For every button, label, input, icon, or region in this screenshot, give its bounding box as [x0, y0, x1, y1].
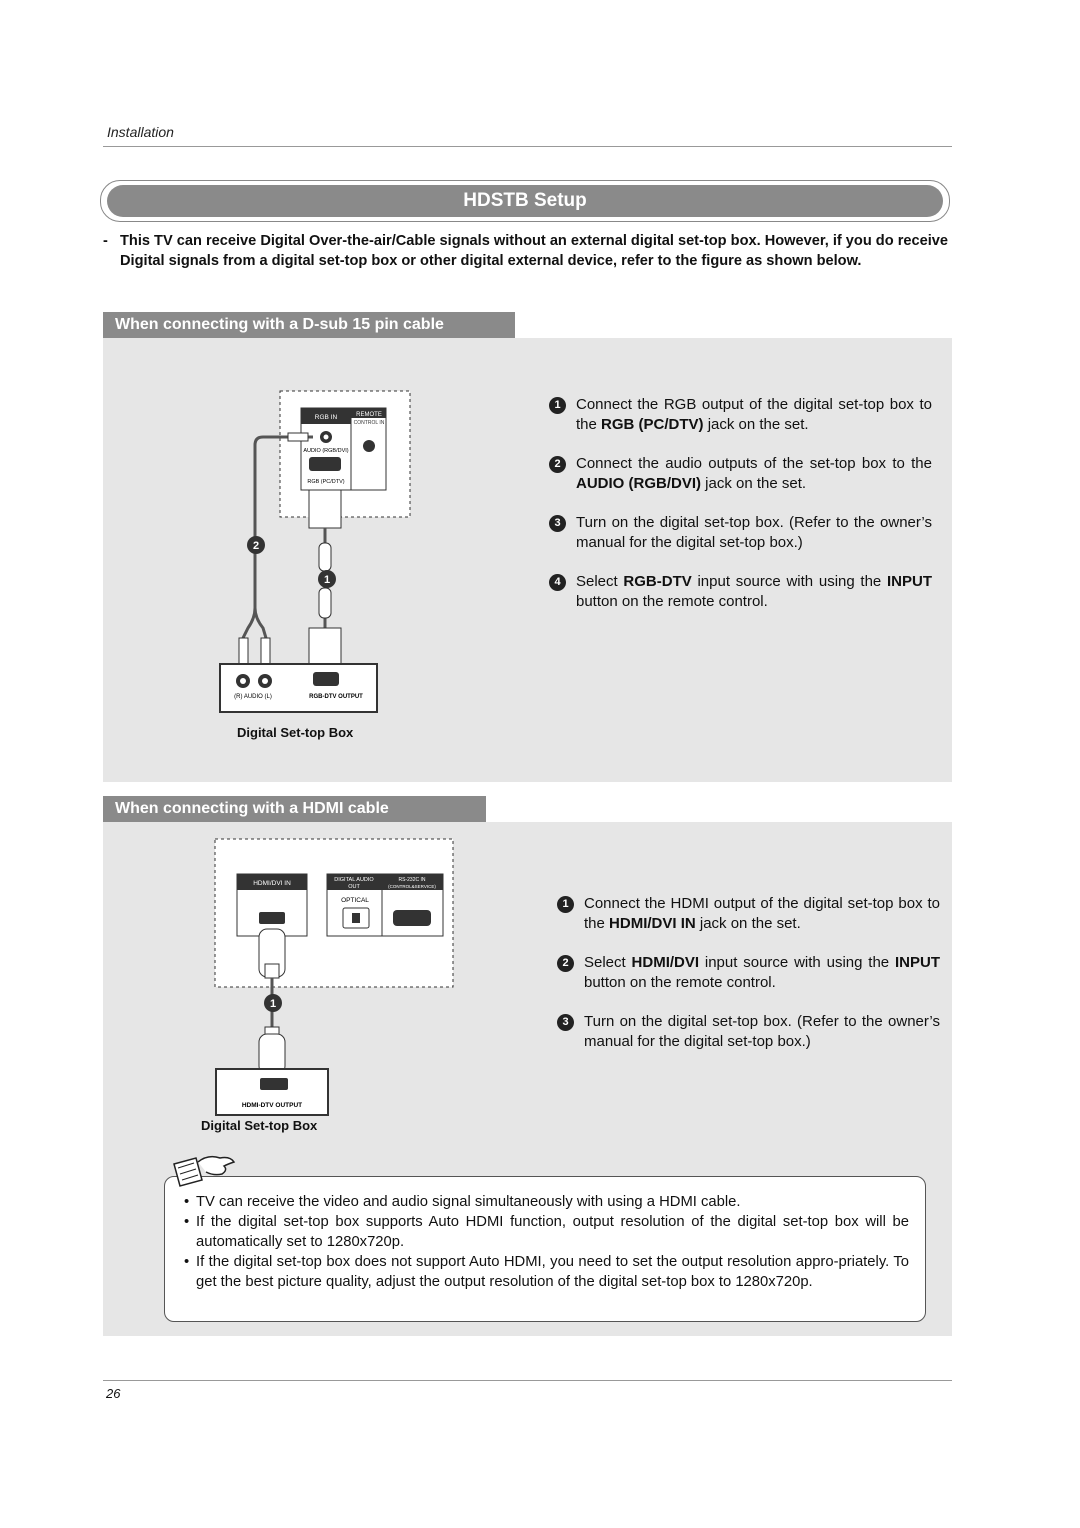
- vga-jack: [309, 457, 341, 471]
- note-item: • If the digital set-top box supports Auto HDMI function, output resolution of the digital set-top box will be automatically set to 1280x720p.: [184, 1214, 909, 1250]
- intro-dash: -: [103, 233, 108, 249]
- audio-plug-l: [261, 638, 270, 664]
- step-number: 4: [549, 574, 566, 591]
- hdmi-jack: [259, 912, 285, 924]
- step-number: 2: [549, 456, 566, 473]
- audio-rgb-dvi-label: AUDIO (RGB/DVI): [303, 448, 349, 454]
- rs232-jack: [393, 910, 431, 926]
- vga-plug-top: [309, 490, 341, 528]
- dsub-step: 4 Select RGB-DTV input source with using the INPUT button on the remote control.: [549, 572, 932, 612]
- svg-text:2: 2: [252, 540, 260, 552]
- hdmi-heading: When connecting with a HDMI cable: [103, 796, 486, 822]
- step-number: 1: [549, 397, 566, 414]
- svg-text:1: 1: [323, 574, 331, 586]
- control-service-label: (CONTROL&SERVICE): [388, 884, 436, 889]
- pointing-hand-note-icon: [168, 1150, 240, 1190]
- step-number: 1: [557, 896, 574, 913]
- hdmi-in-label: HDMI/DVI IN: [253, 880, 291, 887]
- page-number: 26: [106, 1386, 121, 1401]
- note-item: • If the digital set-top box does not support Auto HDMI, you need to set the output resolution appro-priately. To get the best picture quality, adjust the output resolution of the digital set-top box to 1280x720p.: [184, 1254, 909, 1290]
- page-title: HDSTB Setup: [107, 185, 943, 217]
- svg-text:1: 1: [269, 998, 277, 1010]
- dsub-step: 3 Turn on the digital set-top box. (Refer to the owner’s manual for the digital set-top box.): [549, 513, 932, 553]
- note-item: • TV can receive the video and audio signal simultaneously with using a HDMI cable.: [184, 1194, 741, 1210]
- dsub-step: 2 Connect the audio outputs of the set-top box to the AUDIO (RGB/DVI) jack on the set.: [549, 454, 932, 494]
- step-number: 3: [557, 1014, 574, 1031]
- hdmi-step: 1 Connect the HDMI output of the digital set-top box to the HDMI/DVI IN jack on the set.: [557, 894, 940, 934]
- hdmi-step: 3 Turn on the digital set-top box. (Refer to the owner’s manual for the digital set-top box.): [557, 1012, 940, 1052]
- title-bar: [100, 180, 950, 222]
- hdmi-output-label: HDMI-DTV OUTPUT: [241, 1102, 303, 1109]
- rgb-in-label: RGB IN: [314, 414, 338, 421]
- dsub-diagram: [103, 338, 523, 758]
- step-number: 3: [549, 515, 566, 532]
- hdmi-step: 2 Select HDMI/DVI input source with using the INPUT button on the remote control.: [557, 953, 940, 993]
- stb-audio-label: (R) AUDIO (L): [234, 694, 272, 700]
- optical-label: OPTICAL: [341, 897, 369, 904]
- out-label: OUT: [348, 884, 360, 890]
- hdmi-diagram: [103, 822, 483, 1122]
- control-in-label: CONTROL IN: [353, 420, 385, 426]
- digital-audio-label: DIGITAL AUDIO: [334, 877, 374, 883]
- set-top-box: [220, 664, 377, 712]
- step-number: 2: [557, 955, 574, 972]
- audio-plug-r: [239, 638, 248, 664]
- rgb-pc-dtv-label: RGB (PC/DTV): [307, 479, 345, 485]
- intro-text: This TV can receive Digital Over-the-air/Cable signals without an external digital set-top box. However, if you do receive Digital signals from a digital set-top box or other digital external device, refer to the figure as shown below.: [120, 233, 949, 269]
- hdmi-caption: Digital Set-top Box: [201, 1118, 318, 1133]
- hdmi-steps: [557, 894, 940, 1052]
- rs232-label: RS-232C IN: [398, 877, 426, 883]
- remote-label: REMOTE: [356, 412, 382, 418]
- stb-rgb-output-label: RGB-DTV OUTPUT: [309, 694, 363, 700]
- vga-plug-bottom: [309, 628, 341, 668]
- dsub-heading: When connecting with a D-sub 15 pin cable: [103, 312, 515, 338]
- note-list: [184, 1192, 909, 1292]
- dsub-step: 1 Connect the RGB output of the digital set-top box to the RGB (PC/DTV) jack on the set.: [549, 395, 932, 435]
- intro-paragraph: [103, 231, 948, 271]
- dsub-steps: [549, 395, 932, 612]
- footer-rule: [103, 1380, 952, 1381]
- remote-jack: [363, 440, 375, 452]
- section-label: Installation: [107, 124, 174, 140]
- audio-plug: [288, 433, 308, 441]
- header-rule: [103, 146, 952, 147]
- dsub-caption: Digital Set-top Box: [237, 725, 354, 740]
